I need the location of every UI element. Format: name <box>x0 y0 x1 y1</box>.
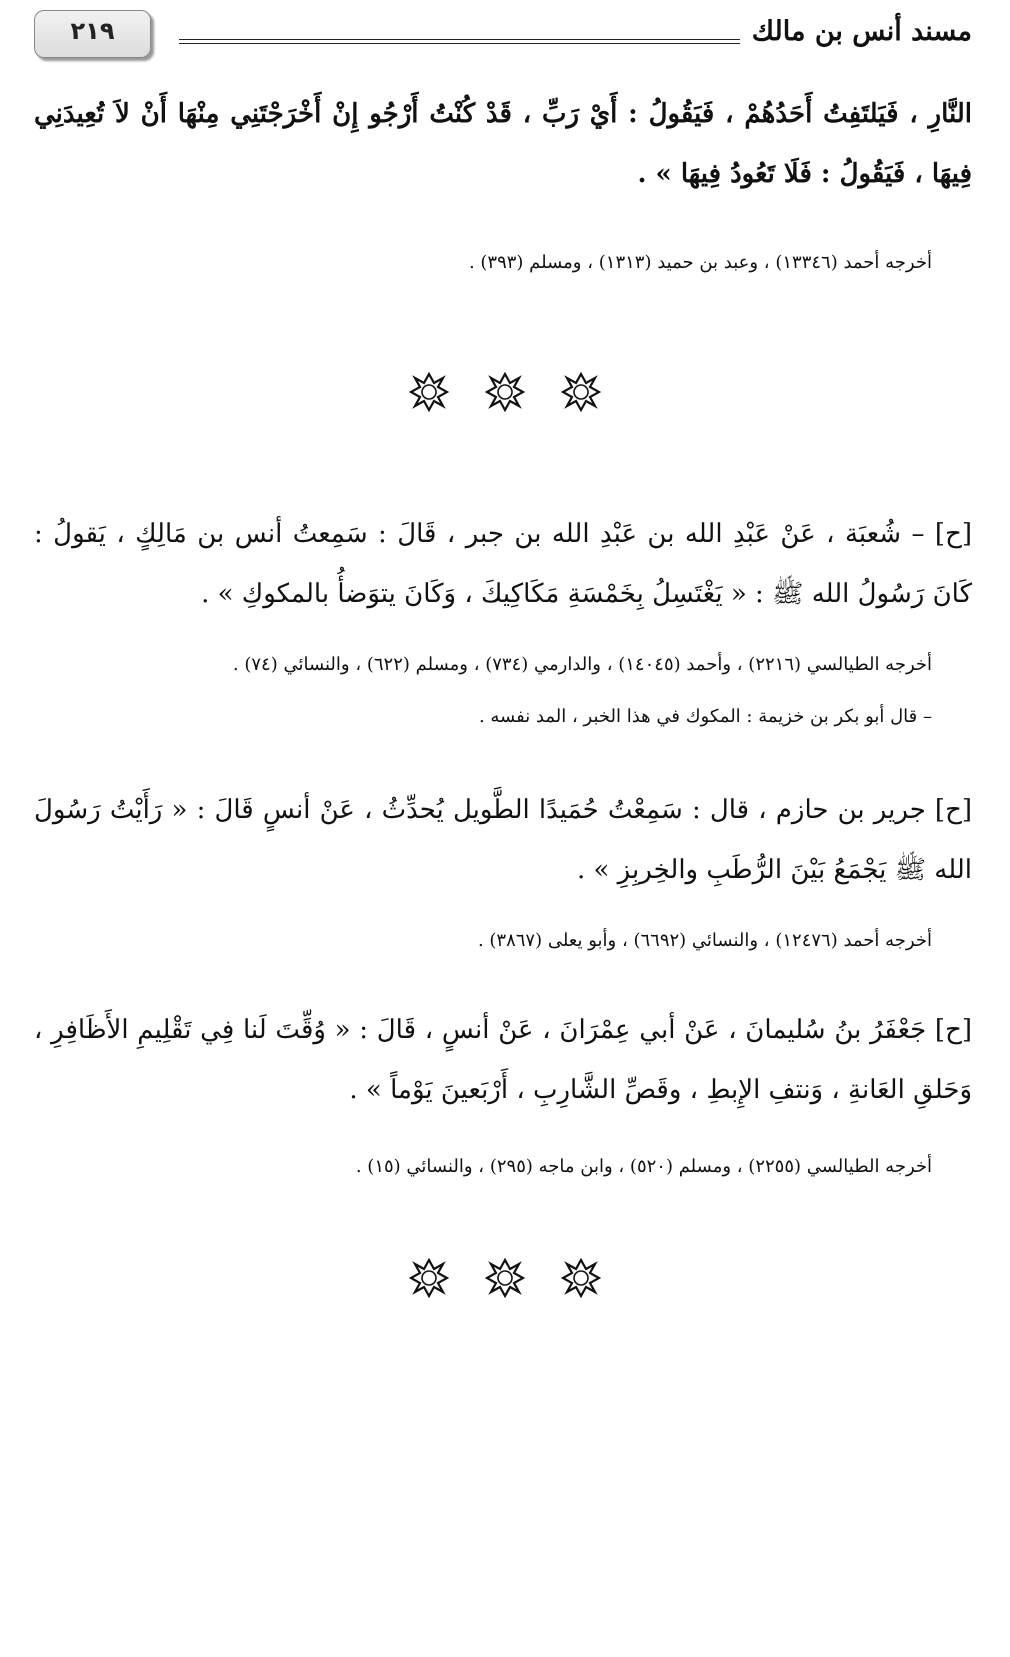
book-title: مسند أنس بن مالك <box>751 16 972 47</box>
header-rule <box>179 39 740 44</box>
page-number: ٢١٩ <box>34 10 151 58</box>
scholar-comment: – قال أبو بكر بن خزيمة : المكوك في هذا الخبر ، المد نفسه . <box>478 706 932 727</box>
hadith-text-4: [ح] جَعْفَرُ بنُ سُليمانَ ، عَنْ أبي عِمْرَانَ ، عَنْ أنسٍ ، قَالَ : « وُقِّتَ لَنا فِي تَقْلِيمِ الأَظَافِرِ ، وَحَلقِ العَانةِ ، وَنتفِ الإِبطِ ، وقَصِّ الشَّارِبِ ، أَرْبَعينَ يَوْماً » . <box>34 1015 972 1105</box>
eight-point-star-icon <box>485 372 525 412</box>
takhrij-note-1: أخرجه أحمد (١٣٣٤٦) ، وعبد بن حميد (١٣١٣) ، ومسلم (٣٩٣) . <box>468 252 932 273</box>
hadith-text-3: [ح] جرير بن حازم ، قال : سَمِعْتُ حُمَيدًا الطَّويل يُحدِّثُ ، عَنْ أنسٍ قَالَ : « رَأَيْتُ رَسُولَ الله ﷺ يَجْمَعُ بَيْنَ الرُّطَبِ والخِربِزِ » . <box>34 795 972 885</box>
eight-point-star-icon <box>409 372 449 412</box>
hadith-text-1: النَّارِ ، فَيَلتَفِتُ أَحَدُهُمْ ، فَيَقُولُ : أَيْ رَبِّ ، قَدْ كُنْتُ أَرْجُو إِنْ أَخْرَجْتَنِي مِنْهَا أَنْ لاَ تُعِيدَنِي فِيهَا ، فَيَقُولُ : فَلَا تَعُودُ فِيهَا » . <box>34 99 972 189</box>
eight-point-star-icon <box>561 372 601 412</box>
takhrij-note-3: أخرجه أحمد (١٢٤٧٦) ، والنسائي (٦٦٩٢) ، وأبو يعلى (٣٨٦٧) . <box>477 930 932 951</box>
eight-point-star-icon <box>485 1258 525 1298</box>
takhrij-note-2: أخرجه الطيالسي (٢٢١٦) ، وأحمد (١٤٠٤٥) ، والدارمي (٧٣٤) ، ومسلم (٦٢٢) ، والنسائي (٧٤) . <box>232 654 932 675</box>
ornament-divider <box>0 1258 1010 1300</box>
running-header <box>34 10 972 60</box>
eight-point-star-icon <box>409 1258 449 1298</box>
hadith-text-2: [ح] – شُعبَة ، عَنْ عَبْدِ الله بن عَبْدِ الله بن جبر ، قَالَ : سَمِعتُ أنس بن مَالِكٍ ، يَقولُ : كَانَ رَسُولُ الله ﷺ : « يَغْتَسِلُ بِخَمْسَةِ مَكَاكِيكَ ، وَكَانَ يتوَضأُ بالمكوكِ » . <box>34 519 972 609</box>
takhrij-note-4: أخرجه الطيالسي (٢٢٥٥) ، ومسلم (٥٢٠) ، وابن ماجه (٢٩٥) ، والنسائي (١٥) . <box>355 1156 932 1177</box>
eight-point-star-icon <box>561 1258 601 1298</box>
ornament-divider <box>0 372 1010 414</box>
